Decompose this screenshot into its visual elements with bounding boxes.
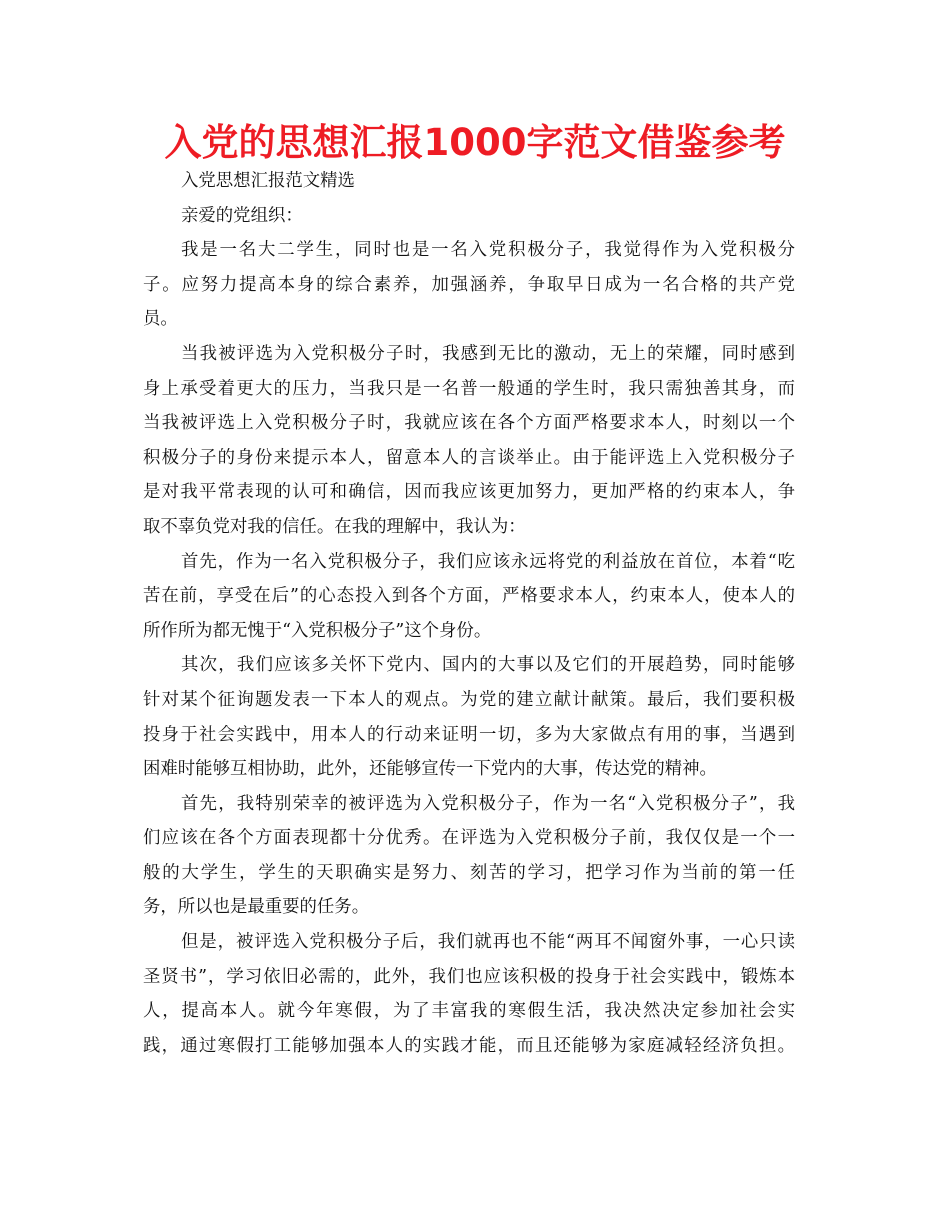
text-line: 亲爱的党组织： xyxy=(181,205,303,226)
text-line: 首先，作为一名入党积极分子，我们应该永远将党的利益放在首位，本着“吃 xyxy=(181,551,795,572)
text-line: 当我被评选为入党积极分子时，我感到无比的激动，无上的荣耀，同时感到 xyxy=(181,343,795,364)
text-line: 投身于社会实践中，用本人的行动来证明一切，多为大家做点有用的事，当遇到 xyxy=(143,724,795,745)
text-line: 般的大学生，学生的天职确实是努力、刻苦的学习，把学习作为当前的第一任 xyxy=(143,862,795,883)
text-line: 子。应努力提高本身的综合素养，加强涵养，争取早日成为一名合格的共产党 xyxy=(143,274,795,295)
text-line: 当我被评选上入党积极分子时，我就应该在各个方面严格要求本人，时刻以一个 xyxy=(143,413,795,434)
text-line: 入党思想汇报范文精选 xyxy=(181,171,355,191)
text-line: 取不辜负党对我的信任。在我的理解中，我认为： xyxy=(143,516,526,537)
text-line: 所作所为都无愧于“入党积极分子”这个身份。 xyxy=(143,620,492,641)
text-line: 务，所以也是最重要的任务。 xyxy=(143,897,370,918)
text-line: 针对某个征询题发表一下本人的观点。为党的建立献计献策。最后，我们要积极 xyxy=(143,689,795,710)
text-line: 我是一名大二学生，同时也是一名入党积极分子，我觉得作为入党积极分 xyxy=(181,240,795,261)
document-title: 入党的思想汇报1000字范文借鉴参考 xyxy=(164,121,786,164)
text-line: 圣贤书”，学习依旧必需的，此外，我们也应该积极的投身于社会实践中，锻炼本 xyxy=(143,966,795,987)
text-line: 困难时能够互相协助，此外，还能够宣传一下党内的大事，传达党的精神。 xyxy=(143,759,717,780)
text-line: 践，通过寒假打工能够加强本人的实践才能，而且还能够为家庭减轻经济负担。 xyxy=(143,1035,795,1056)
text-line: 身上承受着更大的压力，当我只是一名普一般通的学生时，我只需独善其身，而 xyxy=(143,378,795,399)
document-body xyxy=(143,164,795,1063)
text-line: 们应该在各个方面表现都十分优秀。在评选为入党积极分子前，我仅仅是一个一 xyxy=(143,828,795,849)
text-line: 其次，我们应该多关怀下党内、国内的大事以及它们的开展趋势，同时能够 xyxy=(181,655,795,676)
text-line: 苦在前，享受在后”的心态投入到各个方面，严格要求本人，约束本人，使本人的 xyxy=(143,586,795,607)
text-line: 人，提高本人。就今年寒假，为了丰富我的寒假生活，我决然决定参加社会实 xyxy=(143,1001,795,1022)
text-line: 是对我平常表现的认可和确信，因而我应该更加努力，更加严格的约束本人，争 xyxy=(143,482,795,503)
text-line: 积极分子的身份来提示本人，留意本人的言谈举止。由于能评选上入党积极分子 xyxy=(143,447,795,468)
text-line: 首先，我特别荣幸的被评选为入党积极分子，作为一名“入党积极分子”，我 xyxy=(181,793,795,814)
text-line: 员。 xyxy=(143,309,178,330)
text-line: 但是，被评选入党积极分子后，我们就再也不能“两耳不闻窗外事，一心只读 xyxy=(181,932,795,953)
